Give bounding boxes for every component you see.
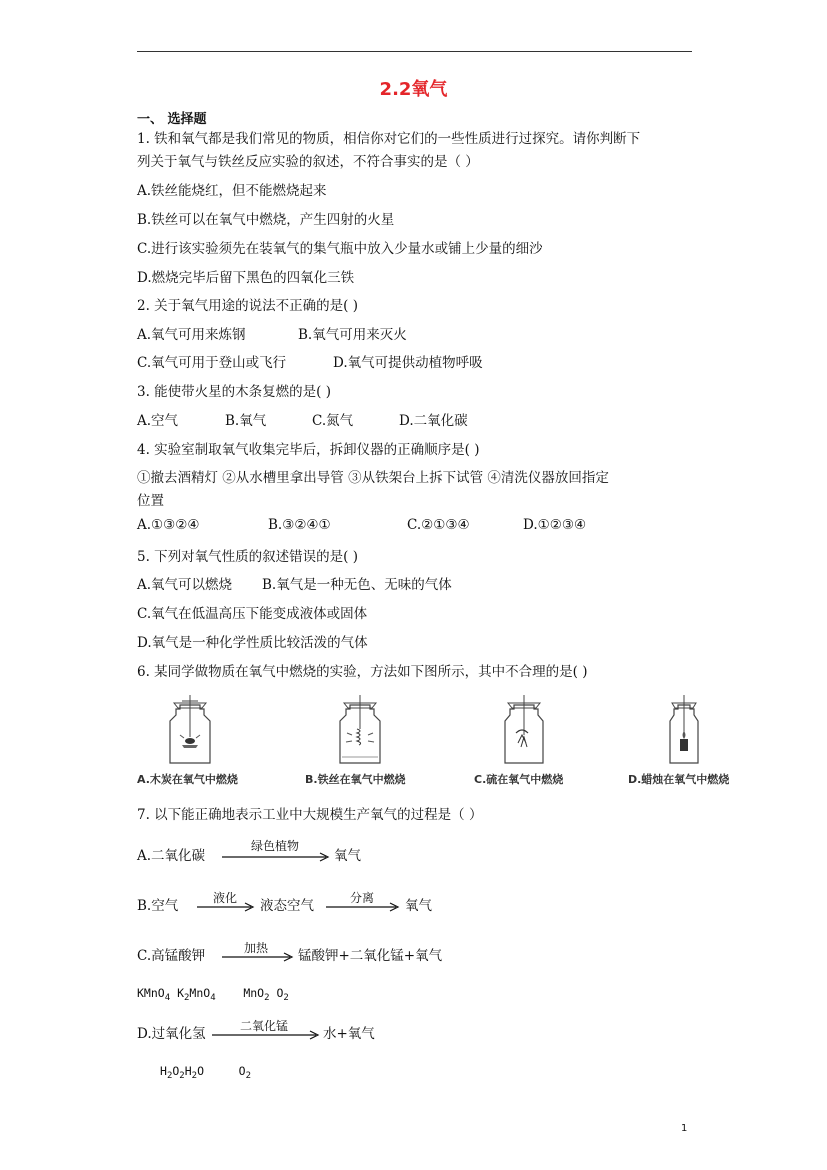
q7-b-product: 氧气 (405, 898, 432, 914)
q5-option-b: B.氧气是一种无色、无味的气体 (262, 577, 452, 593)
reaction-arrow-icon (212, 1030, 322, 1040)
q2-stem: 2. 关于氧气用途的说法不正确的是( ) (137, 298, 358, 314)
jar-candle-illustration (664, 695, 704, 769)
q2-option-d: D.氧气可提供动植物呼吸 (333, 355, 483, 371)
q7-b-condition1: 液化 (212, 891, 237, 905)
header-rule (137, 51, 692, 52)
q7-d-reactant: D.过氧化氢 (137, 1026, 206, 1042)
q7-b-condition2: 分离 (349, 891, 374, 905)
q7-c-formula: KMnO$_4$ $K_2MnO_4$ MnO$_2$ $O_2$ (137, 986, 289, 1003)
figure-caption-a: A.木炭在氧气中燃烧 (137, 773, 238, 786)
reaction-arrow-icon (197, 902, 257, 912)
jar-iron-wire-illustration (330, 695, 390, 769)
q4-stem: 4. 实验室制取氧气收集完毕后，拆卸仪器的正确顺序是( ) (137, 442, 480, 458)
figure-caption-d: D.蜡烛在氧气中燃烧 (628, 773, 730, 786)
q3-option-d: D.二氧化碳 (399, 413, 468, 429)
q2-option-a: A.氧气可用来炼钢 (137, 327, 246, 343)
jar-sulfur-illustration (496, 695, 552, 769)
q7-b-intermediate: 液态空气 (260, 898, 314, 914)
q1-stem-line2: 列关于氧气与铁丝反应实验的叙述，不符合事实的是（ ） (137, 154, 479, 170)
jar-charcoal-illustration (160, 695, 220, 769)
q5-option-a: A.氧气可以燃烧 (137, 577, 233, 593)
q7-c-product: 锰酸钾+二氧化锰+氧气 (298, 948, 443, 964)
reaction-arrow-icon (326, 902, 402, 912)
page-title: 2.2氧气 (379, 79, 448, 100)
q7-d-product: 水+氧气 (323, 1026, 375, 1042)
q2-option-c: C.氧气可用于登山或飞行 (137, 355, 287, 371)
q3-option-b: B.氧气 (225, 413, 267, 429)
q5-option-c: C.氧气在低温高压下能变成液体或固体 (137, 606, 368, 622)
q1-option-b: B.铁丝可以在氧气中燃烧，产生四射的火星 (137, 212, 395, 228)
q3-option-a: A.空气 (137, 413, 179, 429)
q4-option-c: C.②①③④ (407, 517, 470, 533)
q2-option-b: B.氧气可用来灭火 (298, 327, 407, 343)
q7-a-condition: 绿色植物 (250, 839, 299, 853)
figure-caption-c: C.硫在氧气中燃烧 (474, 773, 564, 786)
q4-option-d: D.①②③④ (523, 517, 587, 533)
figure-caption-b: B.铁丝在氧气中燃烧 (305, 773, 406, 786)
q5-option-d: D.氧气是一种化学性质比较活泼的气体 (137, 635, 368, 651)
q4-option-b: B.③②④① (268, 517, 331, 533)
q7-c-reactant: C.高锰酸钾 (137, 948, 206, 964)
q5-stem: 5. 下列对氧气性质的叙述错误的是( ) (137, 549, 358, 565)
reaction-arrow-icon (222, 952, 296, 962)
q7-a-reactant: A.二氧化碳 (137, 848, 206, 864)
section-heading: 一、 选择题 (137, 112, 207, 127)
q7-d-formula: $H_2O_2H_2O$ $O_2$ (160, 1064, 251, 1081)
q3-stem: 3. 能使带火星的木条复燃的是( ) (137, 384, 331, 400)
q7-c-condition: 加热 (243, 941, 268, 955)
reaction-arrow-icon (222, 852, 332, 862)
q7-b-reactant: B.空气 (137, 898, 179, 914)
page-number: 1 (681, 1123, 688, 1134)
q4-steps-line1: ①撤去酒精灯 ②从水槽里拿出导管 ③从铁架台上拆下试管 ④清洗仪器放回指定 (137, 470, 609, 486)
q1-option-d: D.燃烧完毕后留下黑色的四氧化三铁 (137, 270, 355, 286)
q3-option-c: C.氮气 (312, 413, 354, 429)
q7-a-product: 氧气 (334, 848, 361, 864)
q1-stem-line1: 1. 铁和氧气都是我们常见的物质，相信你对它们的一些性质进行过探究。请你判断下 (137, 131, 641, 147)
q7-d-condition: 二氧化锰 (239, 1019, 288, 1033)
q7-stem: 7. 以下能正确地表示工业中大规模生产氧气的过程是（ ） (137, 807, 483, 823)
q1-option-c: C.进行该实验须先在装氧气的集气瓶中放入少量水或铺上少量的细沙 (137, 241, 543, 257)
q4-steps-line2: 位置 (137, 493, 164, 509)
q4-option-a: A.①③②④ (137, 517, 200, 533)
q1-option-a: A.铁丝能烧红，但不能燃烧起来 (137, 183, 327, 199)
q6-stem: 6. 某同学做物质在氧气中燃烧的实验，方法如下图所示，其中不合理的是( ) (137, 664, 588, 680)
